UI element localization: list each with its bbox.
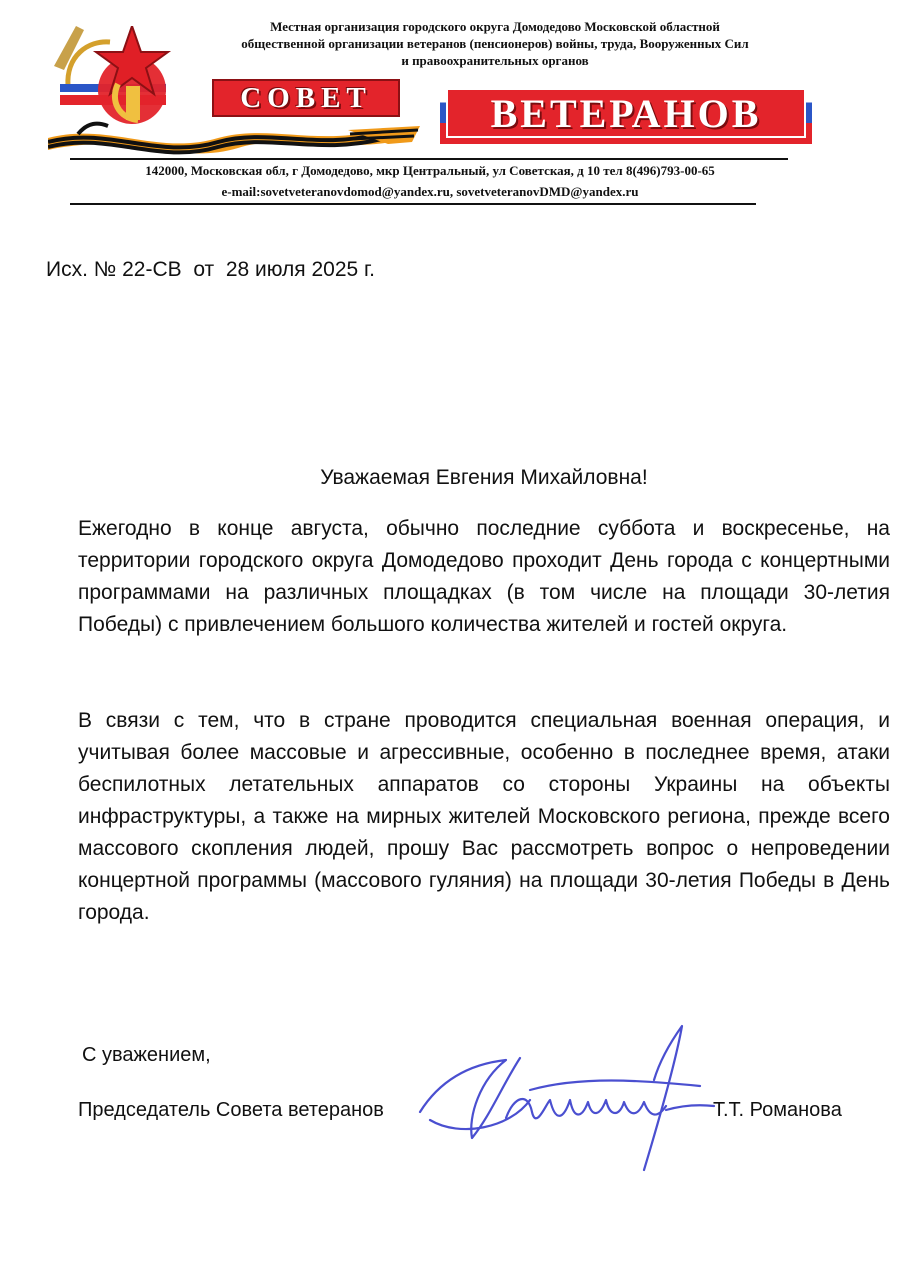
greeting: Уважаемая Евгения Михайловна! xyxy=(320,466,648,489)
sovet-banner-text: СОВЕТ xyxy=(240,81,372,114)
letterhead xyxy=(0,0,921,210)
body-paragraph-2: В связи с тем, что в стране проводится специальная военная операция, и учитывая более массовые и агрессивные, особенно в последнее время, атаки беспилотных летательных аппаратов со стороны Украины на объекты инфраструктуры, а также на мирных жителей Московского региона, прежде всего массового скопления людей, прошу Вас рассмотреть вопрос о непроведении концертной программы (массового гуляния) на площади 30-летия Победы в День города. xyxy=(78,709,890,924)
signer-title: Председатель Совета ветеранов xyxy=(78,1099,384,1121)
closing-phrase: С уважением, xyxy=(82,1044,211,1066)
organization-title xyxy=(170,18,820,69)
sovet-banner xyxy=(212,79,400,117)
veteranov-banner-text: ВЕТЕРАНОВ xyxy=(490,90,762,136)
org-title-line-3: и правоохранительных органов xyxy=(401,53,589,68)
letterhead-email: e-mail:sovetveteranovdomod@yandex.ru, sovetveteranovDMD@yandex.ru xyxy=(221,184,639,199)
body-paragraph-1: Ежегодно в конце августа, обычно последние суббота и воскресенье, на территории городского округа Домодедово проходит День города с концертными программами на различных площадках (в том числе на площади 30-летия Победы) с привлечением большого количества жителей и гостей округа. xyxy=(78,517,890,636)
signer-name: Т.Т. Романова xyxy=(713,1099,842,1121)
org-title-line-1: Местная организация городского округа Домодедово Московской областной xyxy=(270,19,720,34)
letterhead-divider-top xyxy=(70,158,788,160)
letterhead-divider-bottom xyxy=(70,203,756,205)
outgoing-reference: Исх. № 22-СВ от 28 июля 2025 г. xyxy=(46,258,375,281)
veteranov-banner xyxy=(440,82,812,144)
org-title-line-2: общественной организации ветеранов (пенсионеров) войны, труда, Вооруженных Сил xyxy=(241,36,749,51)
veteranov-banner-inner xyxy=(446,88,806,138)
handwritten-signature xyxy=(410,1020,740,1180)
letterhead-address: 142000, Московская обл, г Домодедово, мкр Центральный, ул Советская, д 10 тел 8(496)793-00-65 xyxy=(145,163,715,178)
